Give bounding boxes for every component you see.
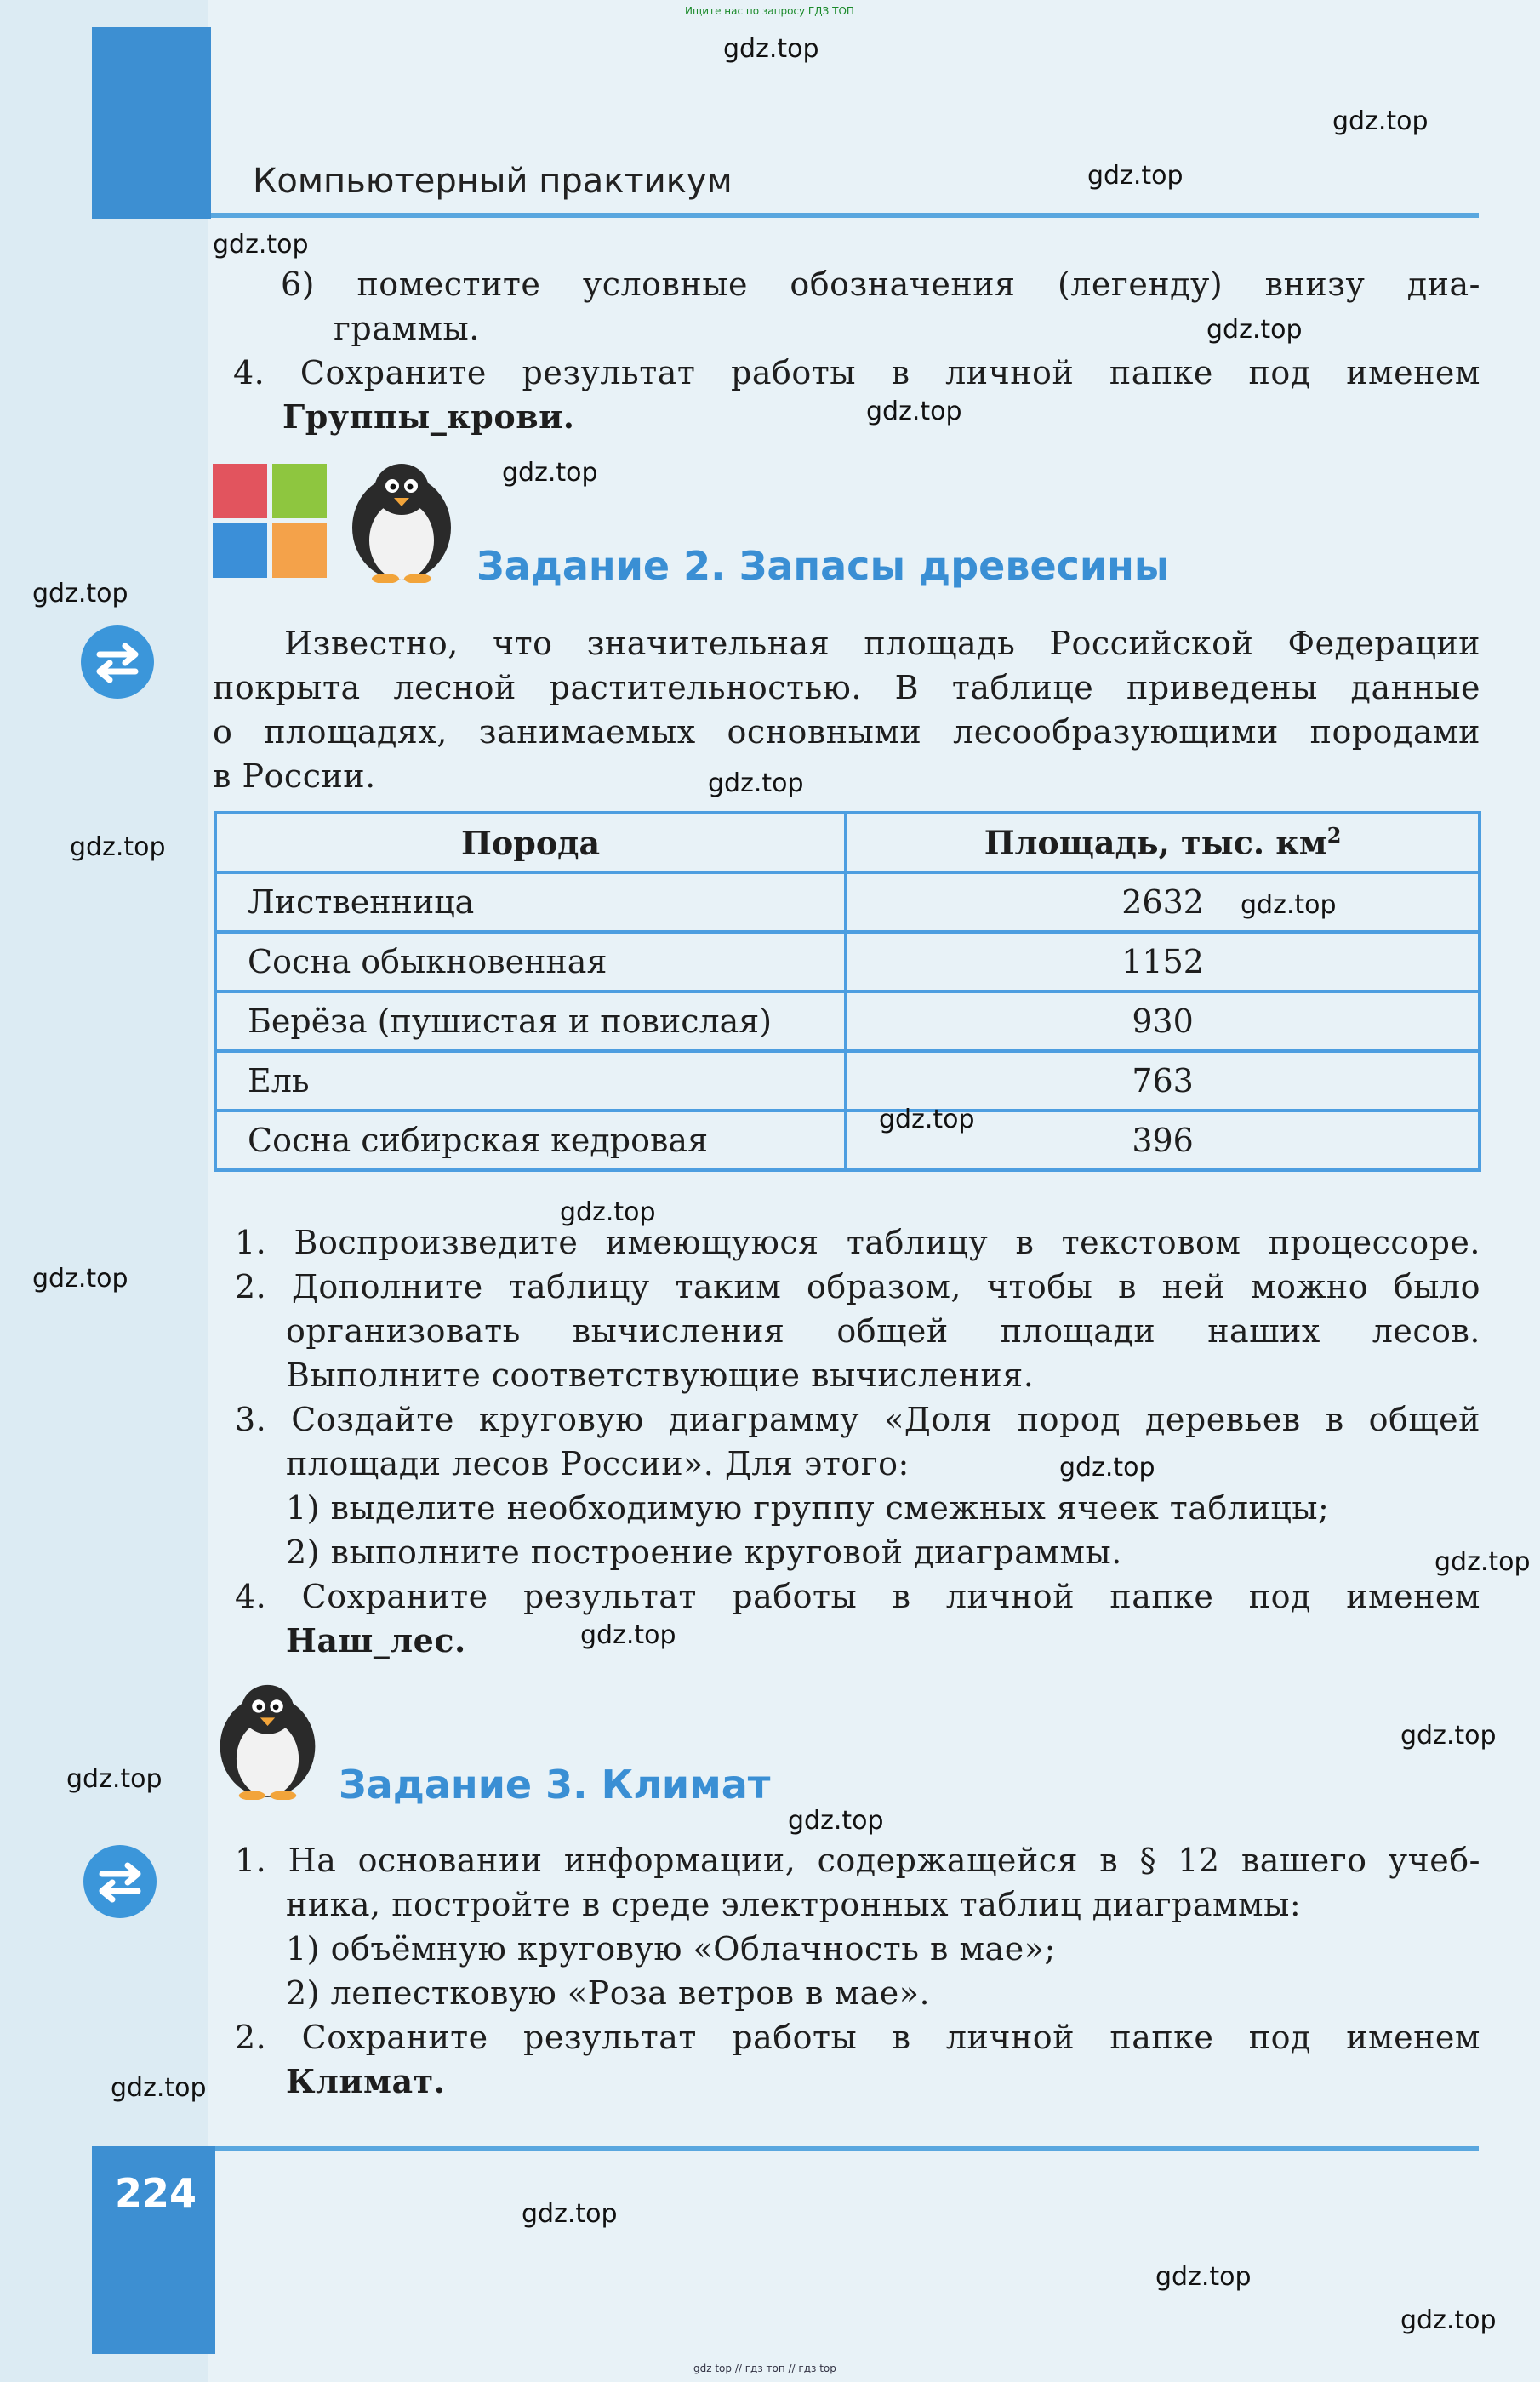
table-cell-name: Ель xyxy=(215,1051,846,1111)
watermark: gdz.top xyxy=(1400,1721,1497,1751)
penguin-icon xyxy=(345,455,459,583)
step-number: 4. xyxy=(235,1578,267,1615)
watermark: gdz.top xyxy=(32,579,128,608)
sub-step: 1) объёмную круговую «Облачность в мае»; xyxy=(286,1930,1056,1968)
step-3-cont: площади лесов России». Для этого: xyxy=(286,1445,910,1482)
table-cell-value: 763 xyxy=(846,1051,1480,1111)
continued-steps xyxy=(213,262,1480,439)
step-1 xyxy=(213,1220,1480,1265)
sub-step: 2) выполните построение круговой диаграммы. xyxy=(286,1534,1122,1571)
watermark: gdz.top xyxy=(213,230,309,260)
forest-table xyxy=(214,811,1481,1172)
sub-step-text: поместите условные обозначения (легенду) внизу диа- xyxy=(356,266,1480,303)
watermark: gdz.top xyxy=(1087,161,1184,191)
logo-tile-blue xyxy=(213,523,267,578)
table-cell-value: 1152 xyxy=(846,932,1480,991)
watermark: gdz.top xyxy=(788,1806,884,1836)
table-row xyxy=(215,991,1480,1051)
table-row xyxy=(215,932,1480,991)
step-2 xyxy=(213,1265,1480,1309)
step-4 xyxy=(213,1574,1480,1619)
file-name: Группы_крови. xyxy=(282,397,575,436)
step-number: 2. xyxy=(235,2019,267,2056)
watermark: gdz.top xyxy=(522,2199,618,2229)
logo-tile-orange xyxy=(272,523,327,578)
step-2-cont: Выполните соответствующие вычисления. xyxy=(286,1357,1035,1394)
sub-step-6 xyxy=(213,262,1480,306)
top-tiny-note: Ищите нас по запросу ГДЗ ТОП xyxy=(685,5,854,17)
step-text: Дополните таблицу таким образом, чтобы в ней можно было xyxy=(291,1268,1480,1305)
intro-line: в России. xyxy=(213,757,376,795)
sub-step-number: 6) xyxy=(281,266,316,303)
watermark: gdz.top xyxy=(560,1197,656,1227)
step-text: Сохраните результат работы в личной папке под именем xyxy=(301,2019,1480,2056)
watermark: gdz.top xyxy=(1434,1547,1531,1577)
step-text: Сохраните результат работы в личной папке под именем xyxy=(299,354,1480,391)
step-text: На основании информации, содержащейся в § 12 вашего учеб- xyxy=(288,1842,1480,1879)
watermark: gdz.top xyxy=(1059,1453,1155,1482)
table-cell-name: Лиственница xyxy=(215,872,846,932)
table-row xyxy=(215,1111,1480,1170)
sub-step-6-cont: граммы. xyxy=(334,310,480,347)
logo-tile-red xyxy=(213,464,267,518)
step-3 xyxy=(213,1397,1480,1442)
table-cell-name: Сосна сибирская кедровая xyxy=(215,1111,846,1170)
page-header-title: Компьютерный практикум xyxy=(253,162,733,201)
table-cell-value: 930 xyxy=(846,991,1480,1051)
file-name: Наш_лес. xyxy=(286,1621,466,1659)
logo-tile-green xyxy=(272,464,327,518)
task3-steps xyxy=(213,1838,1480,2104)
watermark: gdz.top xyxy=(708,768,804,798)
watermark: gdz.top xyxy=(1332,106,1429,136)
page-number: 224 xyxy=(115,2170,197,2216)
step-text: Создайте круговую диаграмму «Доля пород деревьев в общей xyxy=(291,1401,1480,1438)
intro-line: покрыта лесной растительностью. В таблице приведены данные xyxy=(213,669,1480,706)
watermark: gdz.top xyxy=(502,458,598,488)
step-4 xyxy=(213,351,1480,395)
task2-intro xyxy=(213,621,1480,798)
step-number: 3. xyxy=(235,1401,267,1438)
watermark: gdz.top xyxy=(1241,890,1337,920)
table-header-cell: Площадь, тыс. $км^2$ xyxy=(846,813,1480,872)
step-1-cont: ника, постройте в среде электронных таблиц диаграммы: xyxy=(286,1886,1302,1923)
table-header-row xyxy=(215,813,1480,872)
exchange-arrows-icon xyxy=(83,1845,157,1918)
left-margin-strip xyxy=(0,0,208,2382)
table-header-cell: Порода xyxy=(215,813,846,872)
header-rule xyxy=(211,213,1479,218)
step-1 xyxy=(213,1838,1480,1882)
watermark: gdz.top xyxy=(70,832,166,862)
header-color-band xyxy=(92,27,211,219)
step-text: Сохраните результат работы в личной папке под именем xyxy=(301,1578,1480,1615)
table-cell-name: Берёза (пушистая и повислая) xyxy=(215,991,846,1051)
task2-title: Задание 2. Запасы древесины xyxy=(476,543,1170,589)
step-number: 2. xyxy=(235,1268,267,1305)
table-cell-value: 396 xyxy=(846,1111,1480,1170)
watermark: gdz.top xyxy=(723,34,819,64)
watermark: gdz.top xyxy=(580,1620,676,1650)
watermark: gdz.top xyxy=(1155,2262,1252,2292)
step-number: 1. xyxy=(235,1224,267,1261)
step-number: 1. xyxy=(235,1842,267,1879)
file-name: Климат. xyxy=(286,2062,446,2100)
step-2-cont: организовать вычисления общей площади наших лесов. xyxy=(286,1312,1480,1350)
exchange-arrows-icon xyxy=(81,625,154,699)
table-cell-value: 2632 xyxy=(846,872,1480,932)
intro-line: Известно, что значительная площадь Российской Федерации xyxy=(284,625,1480,662)
footer-rule xyxy=(215,2146,1479,2151)
task3-title: Задание 3. Климат xyxy=(339,1762,771,1808)
table-cell-name: Сосна обыкновенная xyxy=(215,932,846,991)
sub-step: 1) выделите необходимую группу смежных ячеек таблицы; xyxy=(286,1489,1330,1527)
watermark: gdz.top xyxy=(111,2073,207,2103)
watermark: gdz.top xyxy=(879,1105,975,1134)
task2-steps xyxy=(213,1220,1480,1663)
watermark: gdz.top xyxy=(866,397,962,426)
watermark: gdz.top xyxy=(1206,315,1303,345)
watermark: gdz.top xyxy=(66,1764,163,1794)
step-number: 4. xyxy=(233,354,265,391)
penguin-icon xyxy=(213,1677,323,1800)
intro-line: о площадях, занимаемых основными лесообразующими породами xyxy=(213,713,1480,751)
table-row xyxy=(215,1051,1480,1111)
watermark: gdz.top xyxy=(1400,2305,1497,2335)
bottom-tiny-note: gdz top // гдз топ // гдз top xyxy=(693,2362,836,2374)
step-2 xyxy=(213,2015,1480,2059)
step-text: Воспроизведите имеющуюся таблицу в текстовом процессоре. xyxy=(294,1224,1480,1261)
sub-step: 2) лепестковую «Роза ветров в мае». xyxy=(286,1974,931,2012)
watermark: gdz.top xyxy=(32,1264,128,1294)
